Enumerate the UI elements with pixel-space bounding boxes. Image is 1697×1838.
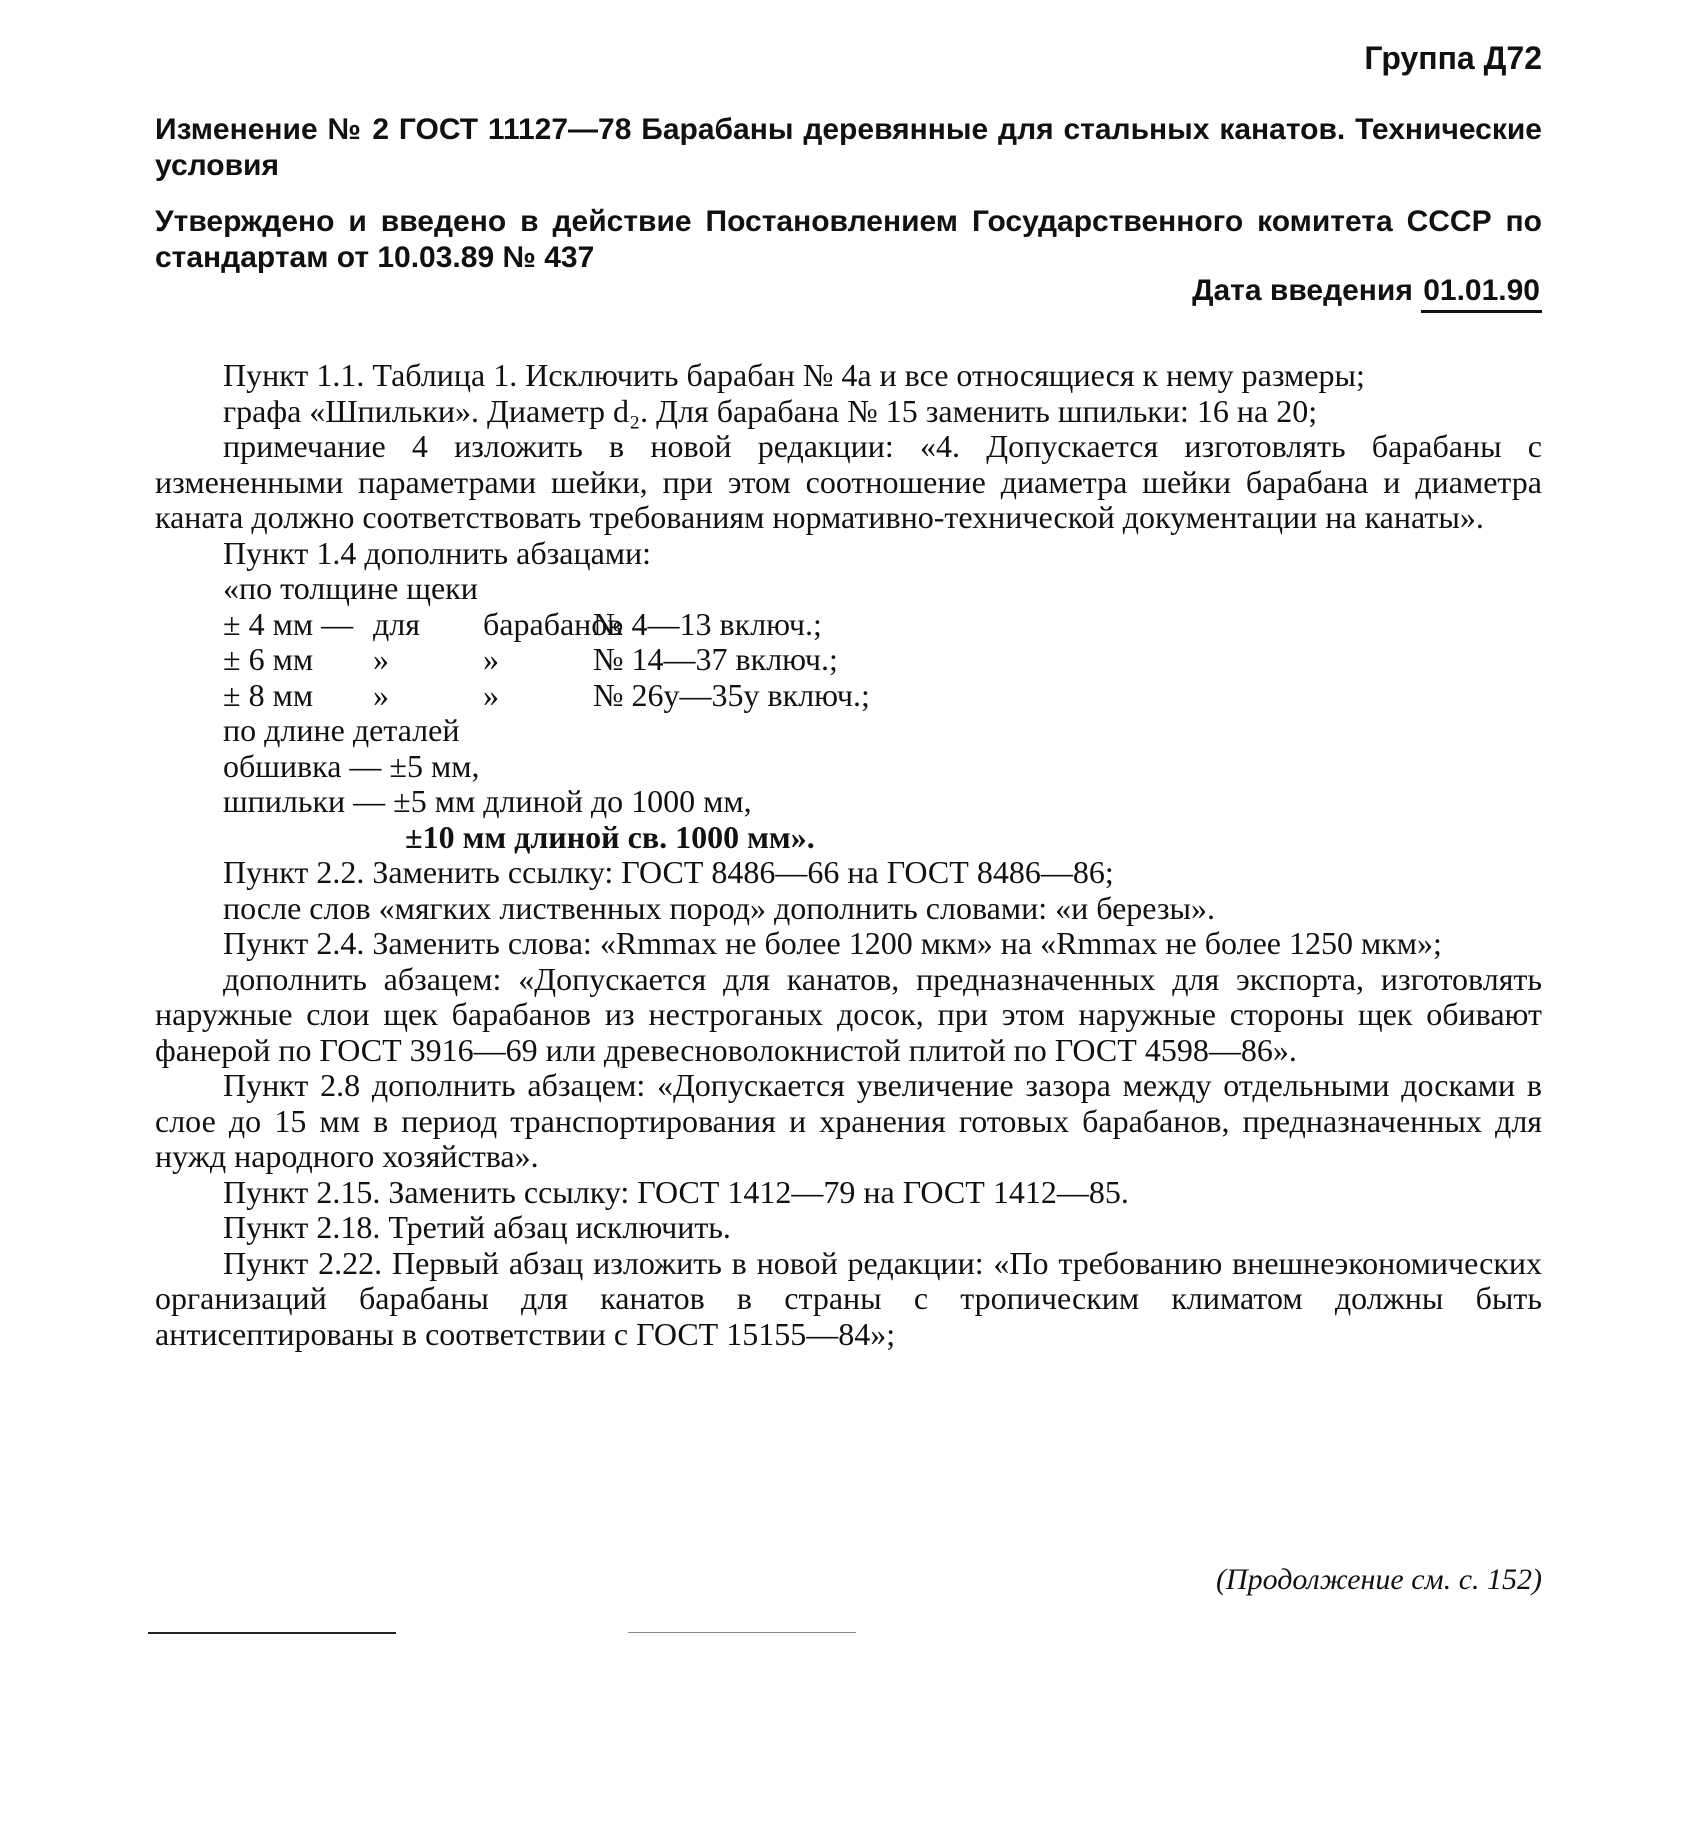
tolerance-value: ± 8 мм <box>223 676 314 713</box>
effective-date <box>1192 274 1542 315</box>
paragraph-2-2: Пункт 2.2. Заменить ссылку: ГОСТ 8486—66 на ГОСТ 8486—86; <box>223 854 1114 890</box>
pins-tolerance-long: ±10 мм длиной св. 1000 мм». <box>405 818 815 855</box>
paragraph-birch: после слов «мягких лиственных пород» дополнить словами: «и березы». <box>223 889 1216 926</box>
tolerance-range: № 14—37 включ.; <box>593 641 838 677</box>
paragraph-export: дополнить абзацем: «Допускается для канатов, предназначенных для экспорта, изготовлять наружные слои щек барабанов из нестроганых досок, при этом наружные стороны щек обивают фанерой по ГОСТ 3916—69 или древесноволокнистой плитой по ГОСТ 4598—86». <box>155 960 1542 1068</box>
paragraph-2-22: Пункт 2.22. Первый абзац изложить в новой редакции: «По требованию внешнеэкономических организаций барабаны для канатов в страны с тропическим климатом должны быть антисептированы в соответствии с ГОСТ 15155—84»; <box>155 1244 1542 1352</box>
sheathing-tolerance: обшивка — ±5 мм, <box>223 747 480 784</box>
cheek-thickness-heading: «по толщине щеки <box>223 570 478 606</box>
paragraph-1-4: Пункт 1.4 дополнить абзацами: <box>223 534 652 571</box>
paragraph-2-8: Пункт 2.8 дополнить абзацем: «Допускается увеличение зазора между отдельными досками в слое до 15 мм в период транспортирования и хранения готовых барабанов, предназначенных для нужд народного хозяйства». <box>155 1067 1542 1174</box>
paragraph-pins: графа «Шпильки». Диаметр d₂. Для барабана № 15 заменить шпильки: 16 на 20; <box>223 392 1318 429</box>
paragraph-1-1: Пункт 1.1. Таблица 1. Исключить барабан № 4а и все относящиеся к нему размеры; <box>223 357 1365 393</box>
amendment-title: Изменение № 2 ГОСТ 11127—78 Барабаны деревянные для стальных канатов. Технические условия <box>155 113 1542 182</box>
tolerance-noun: » <box>483 676 499 713</box>
tolerance-row <box>155 607 1542 643</box>
document-body <box>155 358 1542 1352</box>
approval-statement: Утверждено и введено в действие Постановлением Государственного комитета СССР по стандартам от 10.03.89 № 437 <box>155 205 1542 274</box>
paragraph-2-18: Пункт 2.18. Третий абзац исключить. <box>223 1209 731 1245</box>
pins-tolerance: шпильки — ±5 мм длиной до 1000 мм, <box>223 783 752 819</box>
group-code: Группа Д72 <box>1364 40 1542 76</box>
length-heading: по длине деталей <box>223 712 460 748</box>
tolerance-prep: » <box>373 641 389 677</box>
effective-date-label: Дата введения <box>1192 274 1413 307</box>
tolerance-row <box>155 678 1542 714</box>
footnote-rule <box>148 1632 396 1634</box>
paragraph-note-4: примечание 4 изложить в новой редакции: «4. Допускается изготовлять барабаны с измененными параметрами шейки, при этом соотношение диаметра шейки барабана и диаметра каната должно соответствовать требованиям нормативно-технической документации на канаты». <box>155 428 1542 535</box>
paragraph-2-15: Пункт 2.15. Заменить ссылку: ГОСТ 1412—79 на ГОСТ 1412—85. <box>223 1173 1129 1210</box>
tolerance-prep: » <box>373 676 389 713</box>
tolerance-range: № 26у—35у включ.; <box>593 676 870 713</box>
faint-rule <box>628 1632 856 1633</box>
tolerance-noun: » <box>483 641 499 677</box>
tolerance-value: ± 4 мм — <box>223 605 354 642</box>
effective-date-value: 01.01.90 <box>1421 274 1542 313</box>
paragraph-2-4: Пункт 2.4. Заменить слова: «Rmmax не более 1200 мкм» на «Rmmax не более 1250 мкм»; <box>223 925 1442 961</box>
tolerance-value: ± 6 мм <box>223 641 314 677</box>
tolerance-range: № 4—13 включ.; <box>593 605 822 642</box>
tolerance-prep: для <box>373 605 420 642</box>
tolerance-noun: барабанов <box>483 605 623 642</box>
continuation-note: (Продолжение см. с. 152) <box>1215 1563 1542 1596</box>
tolerance-row <box>155 642 1542 678</box>
